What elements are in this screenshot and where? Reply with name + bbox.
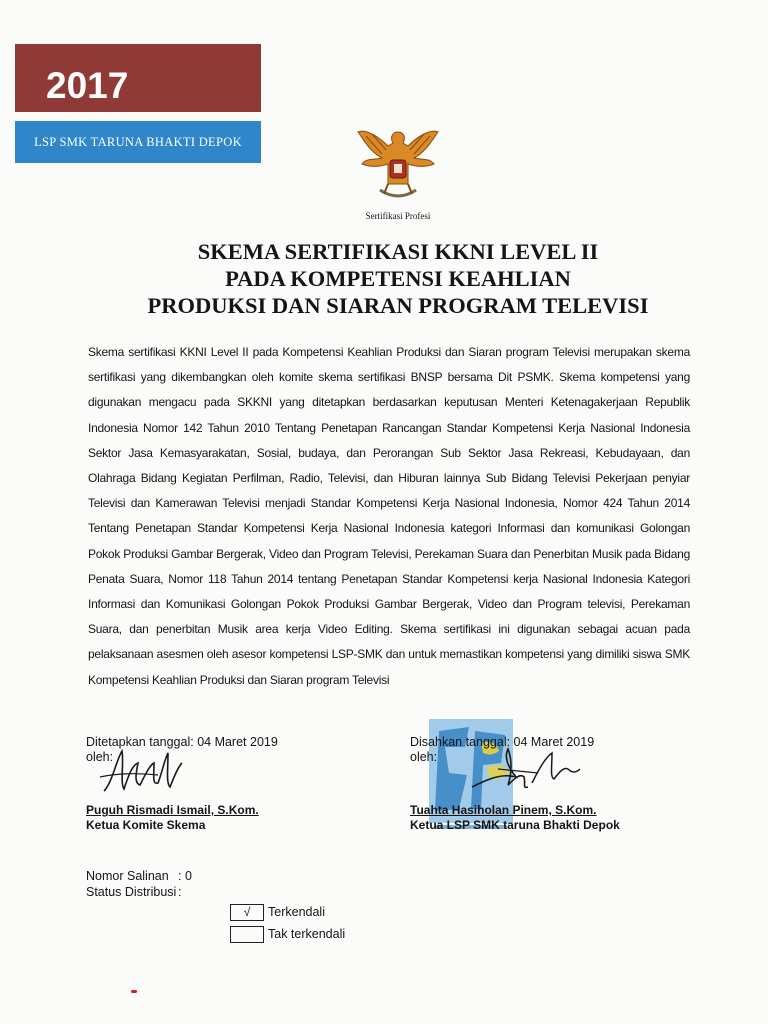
document-meta bbox=[86, 868, 192, 900]
year-banner bbox=[15, 44, 261, 112]
year-label: 2017 bbox=[46, 65, 129, 106]
left-signatory-role: Ketua Komite Skema bbox=[86, 818, 206, 832]
ink-mark bbox=[131, 990, 137, 993]
scheme-description: Skema sertifikasi KKNI Level II pada Kompetensi Keahlian Produksi dan Siaran program Televisi merupakan skema sertifikasi yang dikembangkan oleh komite skema sertifikasi BNSP bersama Dit PSMK. Skema kompetensi yang digunakan mengacu pada SKKNI yang ditetapkan berdasarkan keputusan Menteri Ketenagakerjaan Republik Indonesia Nomor 142 Tahun 2010 Tentang Penetapan Rancangan Standar Kompetensi Kerja Nasional Indonesia Sektor Jasa Kemasyarakatan, Sosial, budaya, dan Perorangan Sub Sektor Jasa Rekreasi, Kebudayaan, dan Olahraga Bidang Kegiatan Perfilman, Radio, Televisi, dan Hiburan lainnya Sub Bidang Televisi Pekerjaan penyiar Televisi dan Kamerawan Televisi menjadi Standar Kompetensi Kerja Nasional Indonesia, Nomor 424 Tahun 2014 Tentang Penetapan Standar Kompetensi Kerja Nasional Indonesia kategori Informasi dan komunikasi Golongan Pokok Produksi Gambar Bergerak, Video dan Program Televisi, Perekaman Suara dan Penerbitan Musik pada Bidang Penata Suara, Nomor 118 Tahun 2014 tentang Penetapan Standar Kompetensi kerja Nasional Indonesia Kategori Informasi dan Komunikasi Golongan Pokok Produksi Gambar Bergerak, Video dan Program televisi, Perekaman Suara, dan penerbitan Musik area kerja Video Editing. Skema sertifikasi ini digunakan sebagai acuan pada pelaksanaan asesmen oleh asesor kompetensi LSP-SMK dan untuk memastikan kompetensi yang dimiliki siswa SMK Kompetensi Keahlian Produksi dan Siaran program Televisi bbox=[88, 345, 690, 687]
left-by-label: oleh: bbox=[86, 750, 114, 764]
uncontrolled-label: Tak terkendali bbox=[268, 927, 346, 941]
controlled-label: Terkendali bbox=[268, 905, 325, 919]
option-controlled bbox=[230, 902, 345, 922]
left-date-line: Ditetapkan tanggal: 04 Maret 2019 bbox=[86, 735, 278, 749]
distribution-status-value: : bbox=[178, 885, 182, 899]
lsp-label: LSP SMK TARUNA BHAKTI DEPOK bbox=[34, 134, 242, 149]
left-signatory-name: Puguh Rismadi Ismail, S.Kom. bbox=[86, 803, 259, 817]
garuda-emblem-icon bbox=[352, 118, 444, 210]
uncontrolled-checkbox[interactable] bbox=[230, 926, 264, 943]
title-line-1: SKEMA SERTIFIKASI KKNI LEVEL II bbox=[197, 239, 599, 264]
signature-block-left bbox=[86, 735, 346, 833]
right-by-label: oleh: bbox=[410, 750, 438, 764]
controlled-checkbox[interactable]: √ bbox=[230, 904, 264, 921]
right-signature-icon bbox=[468, 743, 588, 799]
right-signatory-role: Ketua LSP SMK taruna Bhakti Depok bbox=[410, 818, 620, 832]
copy-number-value: : 0 bbox=[178, 869, 192, 883]
lsp-banner bbox=[15, 121, 261, 163]
distribution-options bbox=[230, 902, 345, 946]
document-title bbox=[60, 238, 736, 319]
copy-number-row bbox=[86, 868, 192, 884]
distribution-status-row bbox=[86, 884, 192, 900]
right-date-line: Disahkan tanggal: 04 Maret 2019 bbox=[410, 735, 595, 749]
option-uncontrolled bbox=[230, 924, 345, 944]
left-signature-icon bbox=[98, 743, 198, 805]
emblem-caption: Sertifikasi Profesi bbox=[365, 211, 431, 221]
distribution-status-label: Status Distribusi bbox=[86, 885, 177, 899]
title-line-2: PADA KOMPETENSI KEAHLIAN bbox=[225, 266, 571, 291]
right-signatory-name: Tuahta Hasiholan Pinem, S.Kom. bbox=[410, 803, 597, 817]
copy-number-label: Nomor Salinan bbox=[86, 869, 169, 883]
signature-block-right bbox=[410, 735, 690, 833]
title-line-3: PRODUKSI DAN SIARAN PROGRAM TELEVISI bbox=[147, 293, 649, 318]
